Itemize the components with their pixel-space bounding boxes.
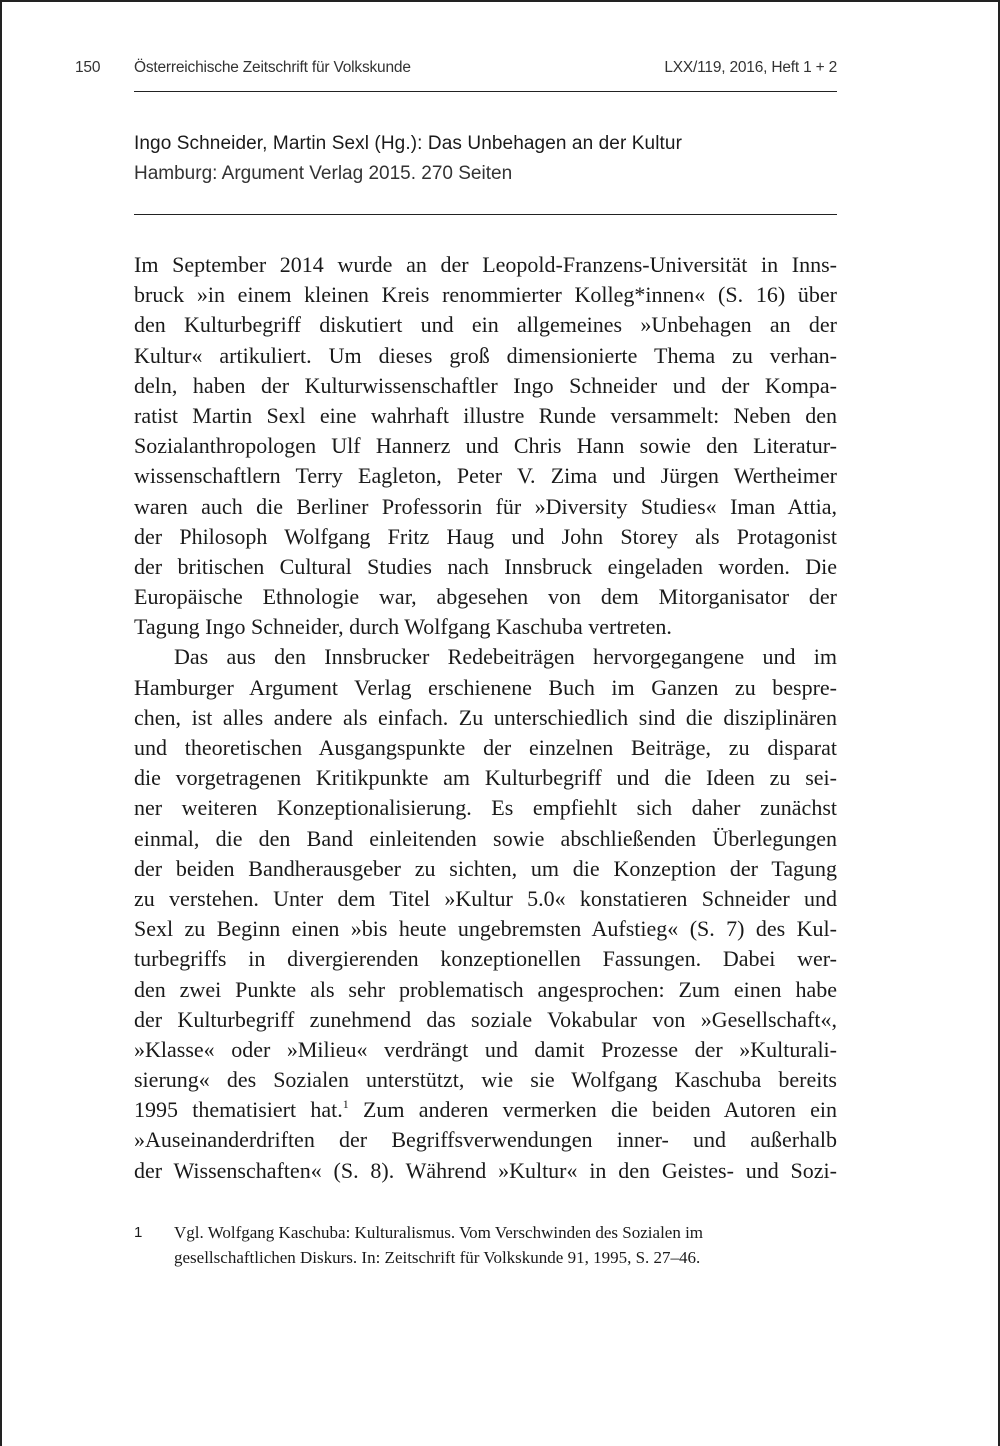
issue-info: LXX/119, 2016, Heft 1 + 2	[664, 59, 837, 76]
text-line: Europäische Ethnologie war, abgesehen von dem Mitorganisator der	[134, 584, 837, 610]
footnote-line: Vgl. Wolfgang Kaschuba: Kulturalismus. Vom Verschwinden des Sozialen im	[174, 1223, 704, 1242]
text-line: Sexl zu Beginn einen »bis heute ungebremsten Aufstieg« (S. 7) des Kul-	[134, 916, 837, 942]
text-line: der Philosoph Wolfgang Fritz Haug und John Storey als Protagonist	[134, 523, 837, 549]
text-line: wissenschaftlern Terry Eagleton, Peter V. Zima und Jürgen Wertheimer	[134, 463, 837, 489]
page-number: 150	[75, 59, 101, 76]
footnote-reference[interactable]: 1	[342, 1097, 349, 1112]
text-line: Im September 2014 wurde an der Leopold-Franzens-Universität in Inns-	[134, 252, 837, 277]
text-line-with-footnote	[134, 1095, 837, 1125]
text-line: den Kulturbegriff diskutiert und ein allgemeines »Unbehagen an der	[134, 312, 837, 338]
review-body	[134, 250, 837, 1186]
text-segment: 1995 thematisiert hat.	[134, 1097, 343, 1123]
text-line: »Klasse« oder »Milieu« verdrängt und damit Prozesse der »Kulturali-	[134, 1036, 837, 1062]
text-line: der Wissenschaften« (S. 8). Während »Kultur« in den Geistes- und Sozi-	[134, 1157, 837, 1183]
paragraph-2	[134, 642, 837, 1185]
paragraph-1	[134, 250, 837, 642]
text-line: bruck »in einem kleinen Kreis renommierter Kolleg*innen« (S. 16) über	[134, 282, 837, 308]
footnote-line: gesellschaftlichen Diskurs. In: Zeitschrift für Volkskunde 91, 1995, S. 27–46.	[174, 1248, 701, 1267]
text-line: der britischen Cultural Studies nach Innsbruck eingeladen worden. Die	[134, 553, 837, 579]
text-line: ner weiteren Konzeptionalisierung. Es empfiehlt sich daher zunächst	[134, 795, 837, 821]
text-line: einmal, die den Band einleitenden sowie abschließenden Überlegungen	[134, 825, 837, 851]
review-title: Ingo Schneider, Martin Sexl (Hg.): Das Unbehagen an der Kultur	[134, 133, 682, 154]
text-line: Sozialanthropologen Ulf Hannerz und Chris Hann sowie den Literatur-	[134, 433, 837, 459]
running-head	[2, 59, 1000, 81]
footnote-number: 1	[134, 1224, 143, 1241]
text-line: deln, haben der Kulturwissenschaftler Ingo Schneider und der Kompa-	[134, 372, 837, 398]
text-line: chen, ist alles andere als einfach. Zu unterschiedlich sind die disziplinären	[134, 704, 837, 730]
text-line: waren auch die Berliner Professorin für »Diversity Studies« Iman Attia,	[134, 493, 837, 519]
journal-name: Österreichische Zeitschrift für Volkskunde	[134, 59, 411, 76]
text-line: turbegriffs in divergierenden konzeptionellen Fassungen. Dabei wer-	[134, 946, 837, 972]
text-line: zu verstehen. Unter dem Titel »Kultur 5.0« konstatieren Schneider und	[134, 885, 837, 911]
text-line: den zwei Punkte als sehr problematisch angesprochen: Zum einen habe	[134, 976, 837, 1002]
header-divider	[134, 91, 837, 92]
text-line: ratist Martin Sexl eine wahrhaft illustre Runde versammelt: Neben den	[134, 402, 837, 428]
text-line: die vorgetragenen Kritikpunkte am Kulturbegriff und die Ideen zu sei-	[134, 765, 837, 791]
title-divider	[134, 214, 837, 215]
text-line: Tagung Ingo Schneider, durch Wolfgang Kaschuba vertreten.	[134, 614, 672, 640]
footnote-text	[174, 1220, 814, 1270]
text-line: Das aus den Innsbrucker Redebeiträgen hervorgegangene und im	[174, 644, 837, 670]
text-line: der Kulturbegriff zunehmend das soziale Vokabular von »Gesellschaft«,	[134, 1006, 837, 1032]
text-line: sierung« des Sozialen unterstützt, wie sie Wolfgang Kaschuba bereits	[134, 1067, 837, 1093]
text-line: Hamburger Argument Verlag erschienene Buch im Ganzen zu bespre-	[134, 674, 837, 700]
text-line: und theoretischen Ausgangspunkte der einzelnen Beiträge, zu disparat	[134, 735, 837, 760]
text-line: Kultur« artikuliert. Um dieses groß dimensionierte Thema zu verhan-	[134, 342, 837, 368]
review-publication-info: Hamburg: Argument Verlag 2015. 270 Seiten	[134, 163, 513, 184]
text-line: »Auseinanderdriften der Begriffsverwendungen inner- und außerhalb	[134, 1127, 837, 1153]
text-line: der beiden Bandherausgeber zu sichten, um die Konzeption der Tagung	[134, 855, 837, 881]
text-segment: Zum anderen vermerken die beiden Autoren ein	[348, 1097, 837, 1123]
